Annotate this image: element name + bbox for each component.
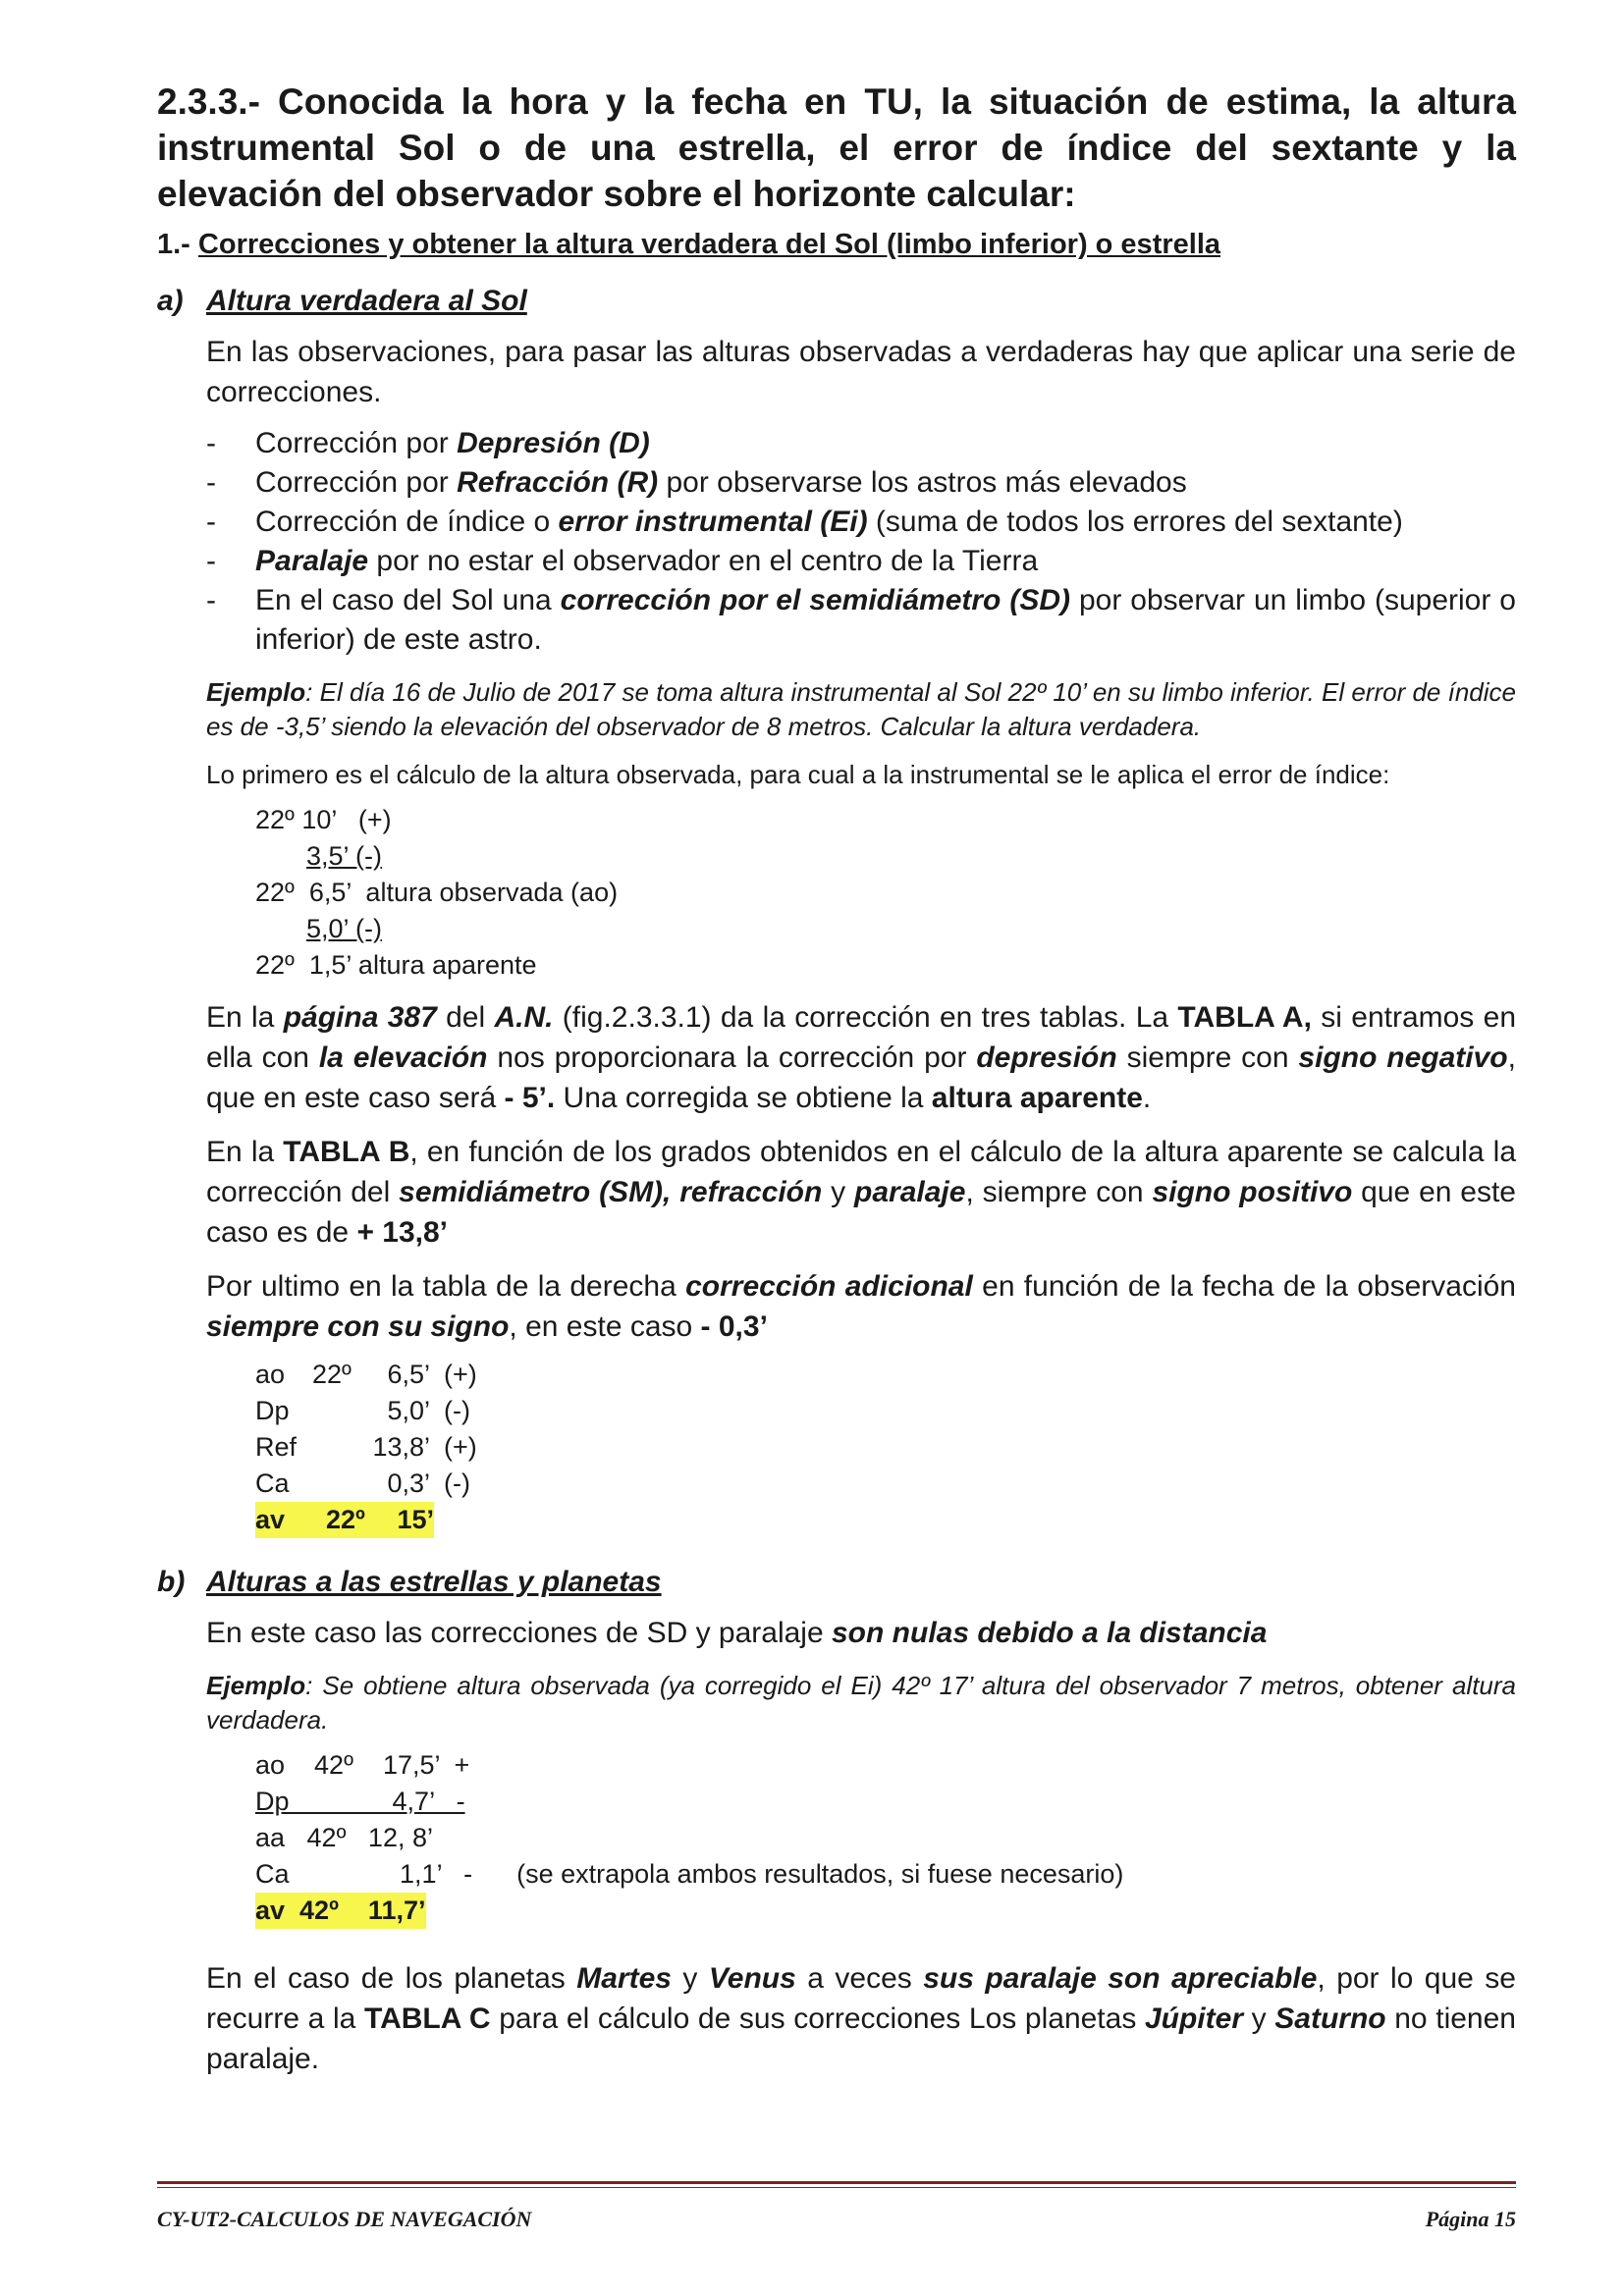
calc-row: Dp 5,0’ (-): [255, 1396, 470, 1425]
calc-row: aa 42º 12, 8’: [255, 1823, 433, 1852]
section-b-body: [206, 1613, 1516, 2079]
section-a-intro: En las observaciones, para pasar las alturas observadas a verdaderas hay que aplicar una serie de correcciones.: [206, 336, 1516, 408]
calc-result-highlight: av 22º 15’: [255, 1502, 1516, 1538]
example-label: Ejemplo: [206, 677, 306, 707]
section-a-heading: [157, 285, 1516, 318]
paragraph-tabla-b: En la TABLA B, en función de los grados obtenidos en el cálculo de la altura aparente se calcula la corrección del semidiámetro (SM), refracción y paralaje, siempre con signo positivo que en este caso es de + 13,8’: [206, 1136, 1517, 1249]
footer-page-number: Página 15: [1425, 2207, 1516, 2231]
footer-doc-title: CY-UT2-CALCULOS DE NAVEGACIÓN: [157, 2207, 532, 2231]
calc-row: ao 22º 6,5’ (+): [255, 1360, 477, 1389]
footer-divider-thin: [157, 2187, 1516, 2188]
calc-row: 22º 6,5’ altura observada (ao): [255, 878, 619, 907]
section-heading: 2.3.3.- Conocida la hora y la fecha en TU, la situación de estima, la altura instrumental Sol o de una estrella, el error de índice del sextante y la elevación del observador sobre el horizonte calcular:: [157, 81, 1516, 214]
calc-row: 5,0’ (-): [306, 914, 383, 943]
subheading: [157, 229, 1516, 261]
calc-true-altitude-star: [255, 1747, 1516, 1929]
section-a-letter: a): [157, 285, 184, 317]
paragraph-planets: En el caso de los planetas Martes y Venus a veces sus paralaje son apreciable, por lo que se recurre a la TABLA C para el cálculo de sus correcciones Los planetas Júpiter y Saturno no tienen paralaje.: [206, 1962, 1516, 2075]
list-item: - Corrección por Refracción (R) por observarse los astros más elevados: [206, 466, 1187, 499]
page-footer: [157, 2207, 1516, 2232]
paragraph-correccion-adicional: Por ultimo en la tabla de la derecha corrección adicional en función de la fecha de la observación siempre con su signo, en este caso - 0,3’: [206, 1270, 1516, 1343]
list-item: - En el caso del Sol una corrección por el semidiámetro (SD) por observar un limbo (superior o inferior) de este astro.: [206, 584, 1516, 656]
section-b-title: Alturas a las estrellas y planetas: [206, 1566, 662, 1598]
calc-row: 22º 10’ (+): [255, 805, 392, 834]
example-text: : El día 16 de Julio de 2017 se toma altura instrumental al Sol 22º 10’ en su limbo inferior. El error de índice es de -3,5’ siendo la elevación del observador de 8 metros. Calcular la altura verdadera.: [206, 677, 1516, 741]
calc-true-altitude-sun: [255, 1357, 1516, 1538]
example-text: : Se obtiene altura observada (ya corregido el Ei) 42º 17’ altura del observador 7 metros, obtener altura verdadera.: [206, 1671, 1516, 1735]
section-a-body: [206, 332, 1516, 1538]
example-label: Ejemplo: [206, 1671, 306, 1700]
list-item: - Paralaje por no estar el observador en el centro de la Tierra: [206, 545, 1039, 577]
calc-row: ao 42º 17,5’ +: [255, 1750, 470, 1780]
subheading-label: Correcciones y obtener la altura verdadera del Sol (limbo inferior) o estrella: [197, 229, 1221, 260]
list-item: - Corrección de índice o error instrumental (Ei) (suma de todos los errores del sextante): [206, 506, 1403, 538]
paragraph-tabla-a: En la página 387 del A.N. (fig.2.3.3.1) da la corrección en tres tablas. La TABLA A, si entramos en ella con la elevación nos proporcionara la corrección por depresión siempre con signo negativo, que en este caso será - 5’. Una corregida se obtiene la altura aparente.: [206, 1001, 1517, 1114]
section-b-heading: [157, 1566, 1516, 1599]
subheading-number: 1.-: [157, 229, 190, 260]
section-b-letter: b): [157, 1566, 186, 1598]
footer-divider: [157, 2181, 1516, 2184]
calc-row: Ref 13,8’ (+): [255, 1432, 477, 1462]
example-b: [206, 1669, 1516, 1737]
first-step-text: Lo primero es el cálculo de la altura observada, para cual a la instrumental se le aplica el error de índice:: [206, 760, 1390, 789]
calc-row: Dp 4,7’ -: [255, 1787, 465, 1816]
list-item: - Corrección por Depresión (D): [206, 427, 650, 459]
section-a-title: Altura verdadera al Sol: [206, 285, 527, 317]
calc-row: 22º 1,5’ altura aparente: [255, 950, 537, 980]
example-a: [206, 675, 1516, 744]
calc-row: 3,5’ (-): [306, 841, 383, 871]
section-b-intro: En este caso las correcciones de SD y paralaje son nulas debido a la distancia: [206, 1617, 1268, 1649]
calc-row: Ca 1,1’ - (se extrapola ambos resultados, si fuese necesario): [255, 1859, 1124, 1889]
corrections-list: [206, 424, 1516, 660]
calc-row: Ca 0,3’ (-): [255, 1468, 470, 1498]
calc-observed-altitude: [255, 802, 1516, 984]
calc-result-highlight: av 42º 11,7’: [255, 1893, 1516, 1929]
page-content: [157, 79, 1516, 2079]
